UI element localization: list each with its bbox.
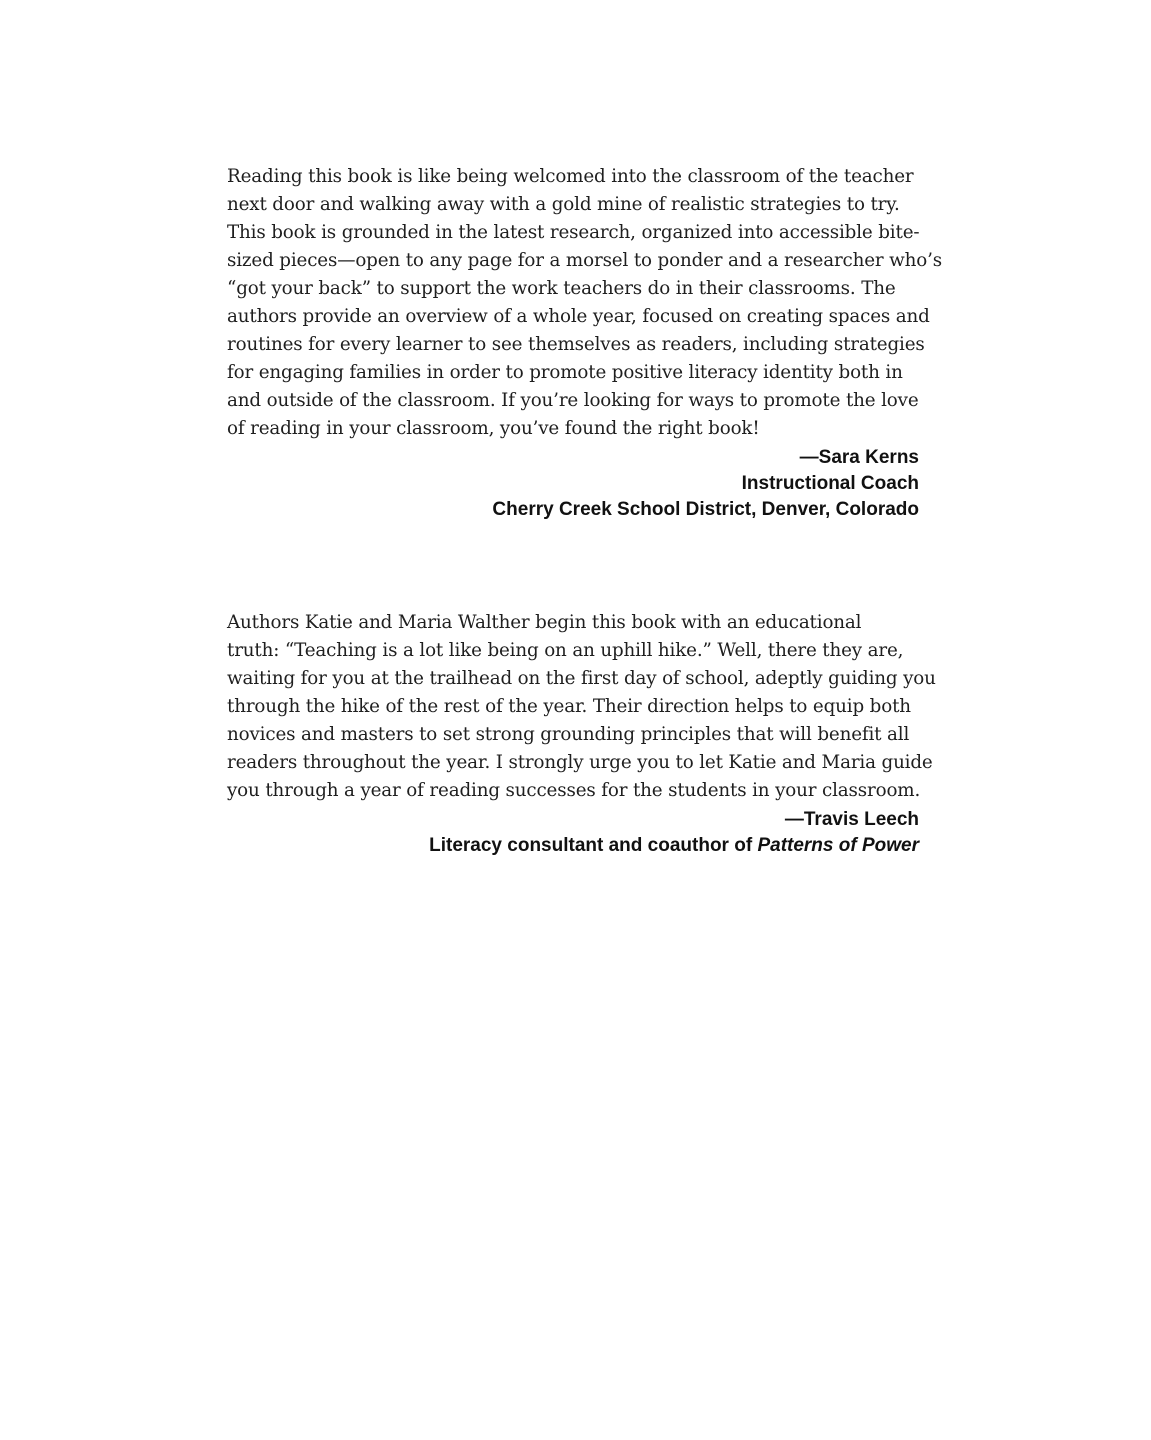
endorsement-line: Authors Katie and Maria Walther begin this book with an educational	[227, 612, 862, 633]
endorsement-line: Reading this book is like being welcomed into the classroom of the teacher	[227, 166, 914, 187]
endorsement-line: “got your back” to support the work teachers do in their classrooms. The	[227, 278, 896, 299]
endorsement-line: for engaging families in order to promote positive literacy identity both in	[227, 362, 903, 383]
endorsement-line: of reading in your classroom, you’ve found the right book!	[227, 418, 760, 439]
endorsement-line: sized pieces—open to any page for a morsel to ponder and a researcher who’s	[227, 250, 943, 271]
endorsement-sara-kerns	[227, 163, 943, 523]
endorsement-line: authors provide an overview of a whole year, focused on creating spaces and	[227, 306, 930, 327]
attribution-role: Instructional Coach	[741, 473, 919, 494]
endorsement-line: routines for every learner to see themselves as readers, including strategies	[227, 334, 925, 355]
endorsement-line: novices and masters to set strong grounding principles that will benefit all	[227, 724, 910, 745]
endorsement-line: truth: “Teaching is a lot like being on an uphill hike.” Well, there they are,	[227, 640, 904, 661]
endorsement-line: waiting for you at the trailhead on the first day of school, adeptly guiding you	[227, 668, 936, 689]
attribution-book-title: Patterns of Power	[757, 835, 919, 856]
attribution-name: —Sara Kerns	[799, 447, 919, 468]
endorsement-line: and outside of the classroom. If you’re looking for ways to promote the love	[227, 390, 919, 411]
endorsement-line: This book is grounded in the latest research, organized into accessible bite-	[227, 222, 920, 243]
attribution-organization: Cherry Creek School District, Denver, Colorado	[492, 499, 919, 520]
endorsement-travis-leech	[227, 609, 936, 859]
endorsement-line: through the hike of the rest of the year. Their direction helps to equip both	[227, 696, 911, 717]
attribution-role	[227, 833, 927, 859]
endorsement-line: you through a year of reading successes for the students in your classroom.	[227, 780, 921, 801]
endorsement-line: readers throughout the year. I strongly urge you to let Katie and Maria guide	[227, 752, 933, 773]
attribution-name: —Travis Leech	[784, 809, 919, 830]
attribution-role-prefix: Literacy consultant and coauthor of	[429, 835, 758, 856]
endorsement-line: next door and walking away with a gold mine of realistic strategies to try.	[227, 194, 900, 215]
